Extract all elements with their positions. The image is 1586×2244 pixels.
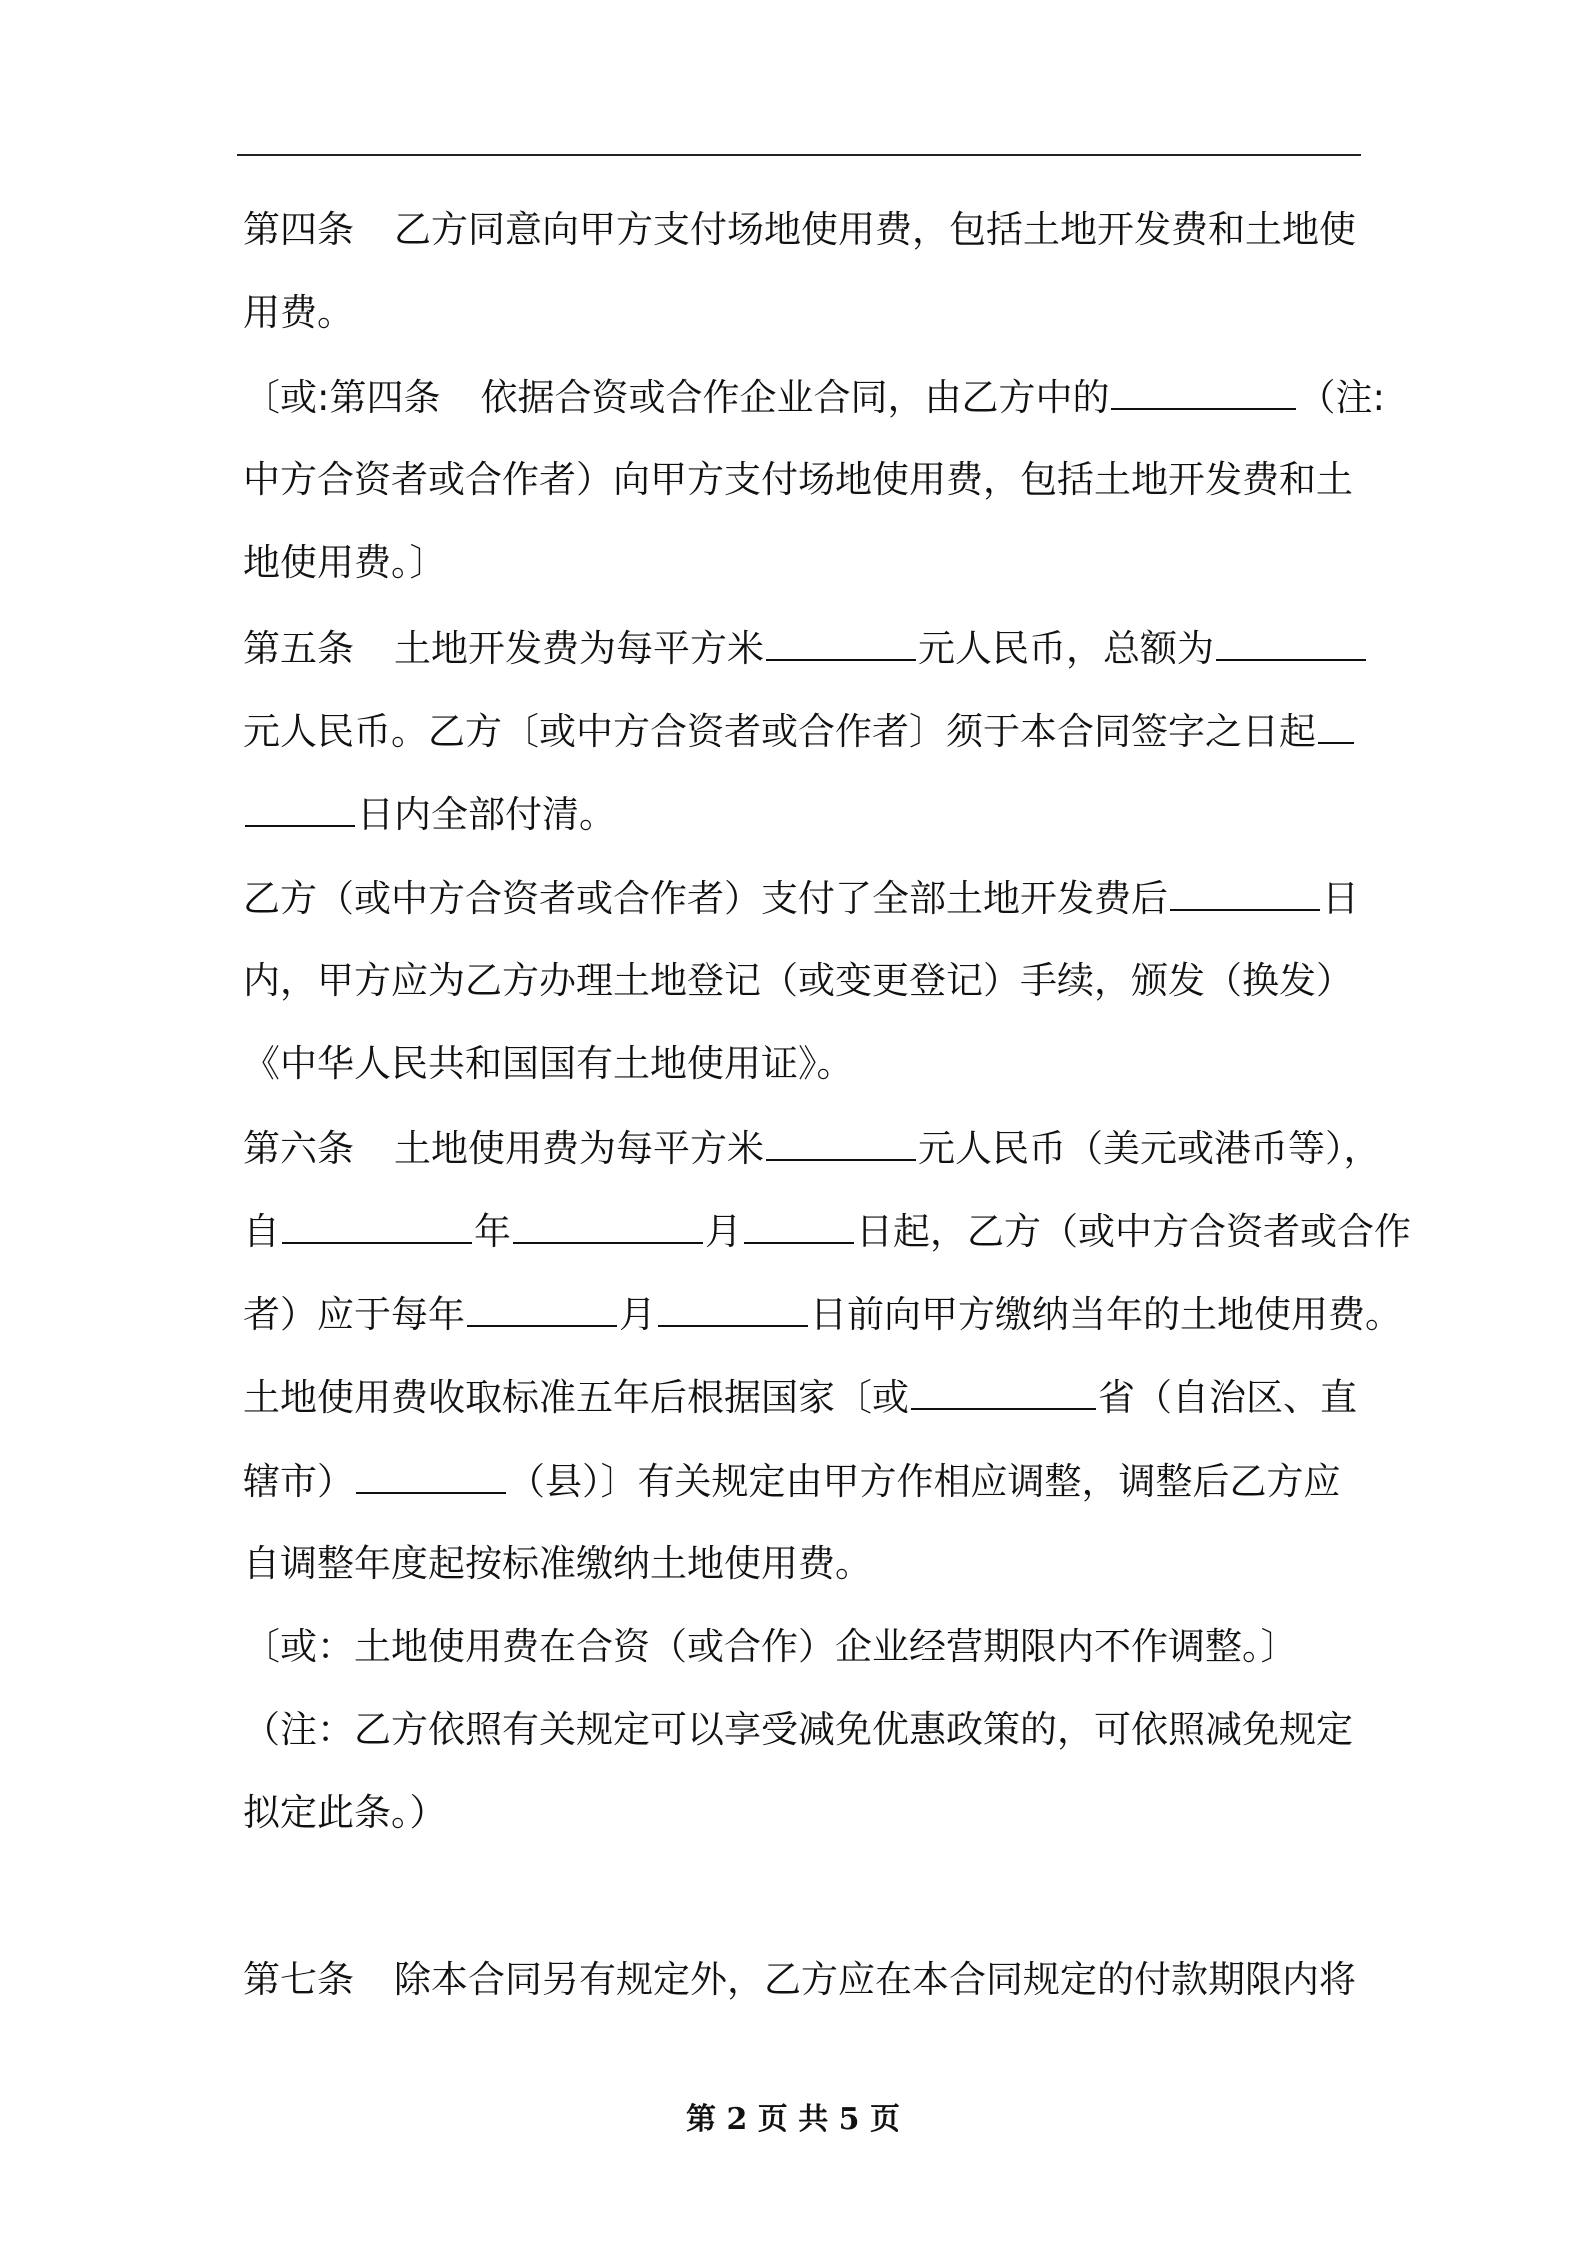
text-segment: 元人民币，总额为 [918,627,1214,670]
fill-in-blank[interactable] [467,1291,617,1327]
text-segment: 土地使用费为每平方米 [394,1127,764,1170]
fill-in-blank[interactable] [1216,625,1366,661]
art5-line2 [243,708,1356,755]
footer-prefix: 第 [685,2102,716,2137]
art4-line2 [243,290,354,336]
art4-alt-line1 [243,374,1385,421]
footer-suffix: 页 [870,2102,900,2137]
art6-para2-line2 [243,1458,1341,1505]
text-segment: 用费。 [243,291,354,334]
art5-para2-line1 [243,875,1359,922]
fill-in-blank[interactable] [766,1125,916,1161]
art6-note-line1 [243,1707,1353,1753]
fill-in-blank[interactable] [1170,875,1320,911]
text-segment: 日 [1322,877,1359,920]
text-segment: 《中华人民共和国国有土地使用证》。 [243,1042,854,1085]
text-segment: 自调整年度起按标准缴纳土地使用费。 [243,1542,872,1585]
text-segment: 中方合资者或合作者）向甲方支付场地使用费，包括土地开发费和土 [243,458,1353,501]
art6-para2-line1 [243,1374,1357,1421]
text-segment: 除本合同另有规定外，乙方应在本合同规定的付款期限内将 [394,1958,1356,2001]
art4-line1 [243,207,1356,253]
art4-alt-line3 [243,540,447,586]
text-segment: 日起，乙方（或中方合资者或合作 [856,1210,1411,1253]
text-segment: 自 [243,1210,280,1253]
text-segment: 土地开发费为每平方米 [394,627,764,670]
text-segment: 省（自治区、直 [1098,1376,1357,1419]
text-segment: 日前向甲方缴纳当年的土地使用费。 [810,1293,1402,1336]
header-rule [237,154,1361,156]
fill-in-blank[interactable] [356,1458,506,1494]
fill-in-blank[interactable] [658,1291,808,1327]
text-segment: 〔或:第四条 [243,376,441,419]
text-segment: 元人民币（美元或港币等）， [918,1127,1381,1170]
page-footer [0,2100,1586,2140]
text-segment: （县）〕有关规定由甲方作相应调整，调整后乙方应 [508,1460,1341,1503]
text-segment: 拟定此条。） [243,1791,447,1834]
text-segment: （注：乙方依照有关规定可以享受减免优惠政策的，可依照减免规定 [243,1708,1353,1751]
footer-current-page: 2 [726,2102,748,2137]
text-segment: 月 [705,1210,742,1253]
art6-alt-line1 [243,1624,1298,1670]
art5-para2-line3 [243,1041,854,1087]
art5-para2-line2 [243,958,1353,1004]
footer-mid: 页 共 [757,2102,829,2137]
fill-in-blank[interactable] [513,1208,703,1244]
art6-line1 [243,1125,1381,1172]
text-segment: （注: [1298,376,1385,419]
text-segment: 第四条 [243,208,354,251]
text-segment: 依据合资或合作企业合同，由乙方中的 [480,376,1110,419]
text-segment: 第六条 [243,1127,354,1170]
text-segment: 第五条 [243,627,354,670]
text-segment: 日内全部付清。 [357,793,616,836]
art7-line1 [243,1957,1356,2003]
footer-total-pages: 5 [838,2102,860,2137]
fill-in-blank[interactable] [1318,708,1354,744]
text-segment: 乙方同意向甲方支付场地使用费，包括土地开发费和土地使 [394,208,1356,251]
fill-in-blank[interactable] [245,791,355,827]
art6-para2-line3 [243,1541,872,1587]
fill-in-blank[interactable] [766,625,916,661]
text-segment: 月 [619,1293,656,1336]
text-segment: 内，甲方应为乙方办理土地登记（或变更登记）手续，颁发（换发） [243,959,1353,1002]
text-segment: 年 [474,1210,511,1253]
art6-line3 [243,1291,1402,1338]
fill-in-blank[interactable] [1111,374,1296,410]
text-segment: 者）应于每年 [243,1293,465,1336]
fill-in-blank[interactable] [744,1208,854,1244]
fill-in-blank[interactable] [911,1374,1096,1410]
text-segment: 〔或：土地使用费在合资（或合作）企业经营期限内不作调整。〕 [243,1625,1298,1668]
art4-alt-line2 [243,457,1353,503]
text-segment: 地使用费。〕 [243,541,447,584]
art6-line2 [243,1208,1411,1255]
text-segment: 元人民币。乙方〔或中方合资者或合作者〕须于本合同签字之日起 [243,710,1316,753]
art5-line3 [243,791,616,838]
art5-line1 [243,625,1368,672]
art6-note-line2 [243,1790,447,1836]
text-segment: 辖市） [243,1460,354,1503]
fill-in-blank[interactable] [282,1208,472,1244]
text-segment: 土地使用费收取标准五年后根据国家〔或 [243,1376,909,1419]
text-segment: 乙方（或中方合资者或合作者）支付了全部土地开发费后 [243,877,1168,920]
text-segment: 第七条 [243,1958,354,2001]
